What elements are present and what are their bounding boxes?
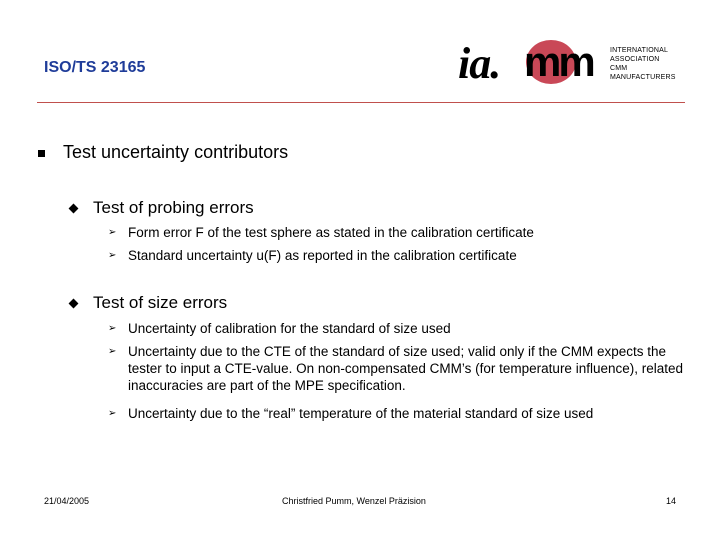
arrow-bullet-icon: ➢ [108,227,117,238]
footer-author: Christfried Pumm, Wenzel Präzision [282,496,426,506]
list-item: Uncertainty due to the “real” temperature of the material standard of size used [128,406,594,421]
arrow-bullet-icon: ➢ [108,346,117,357]
logo-mm-text: mm [524,38,593,85]
list-item: Uncertainty due to the CTE of the standard of size used; valid only if the CMM expects the tester to input a CTE-value. On non-compensated CMM’s (for temperature influence), related inaccuracies are part of the MPE specification. [128,344,684,393]
logo-caption: INTERNATIONAL ASSOCIATION CMM MANUFACTURERS [610,47,676,81]
header-divider [37,102,685,103]
diamond-bullet-icon [69,299,79,309]
section-title-probing: Test of probing errors [93,198,254,217]
arrow-bullet-icon: ➢ [108,323,117,334]
footer-page-number: 14 [666,496,677,506]
list-item: Form error F of the test sphere as stated in the calibration certificate [128,225,534,240]
slide-heading: Test uncertainty contributors [63,142,289,162]
page-title: ISO/TS 23165 [44,59,146,76]
section-title-size: Test of size errors [93,293,228,312]
footer-date: 21/04/2005 [44,496,90,506]
logo-ia-text: ia. [458,39,501,88]
square-bullet-icon [38,150,45,157]
arrow-bullet-icon: ➢ [108,250,117,261]
list-item: Uncertainty of calibration for the standard of size used [128,321,451,336]
iacmm-logo [458,36,690,86]
list-item: Standard uncertainty u(F) as reported in the calibration certificate [128,248,517,263]
arrow-bullet-icon: ➢ [108,408,117,419]
diamond-bullet-icon [69,204,79,214]
